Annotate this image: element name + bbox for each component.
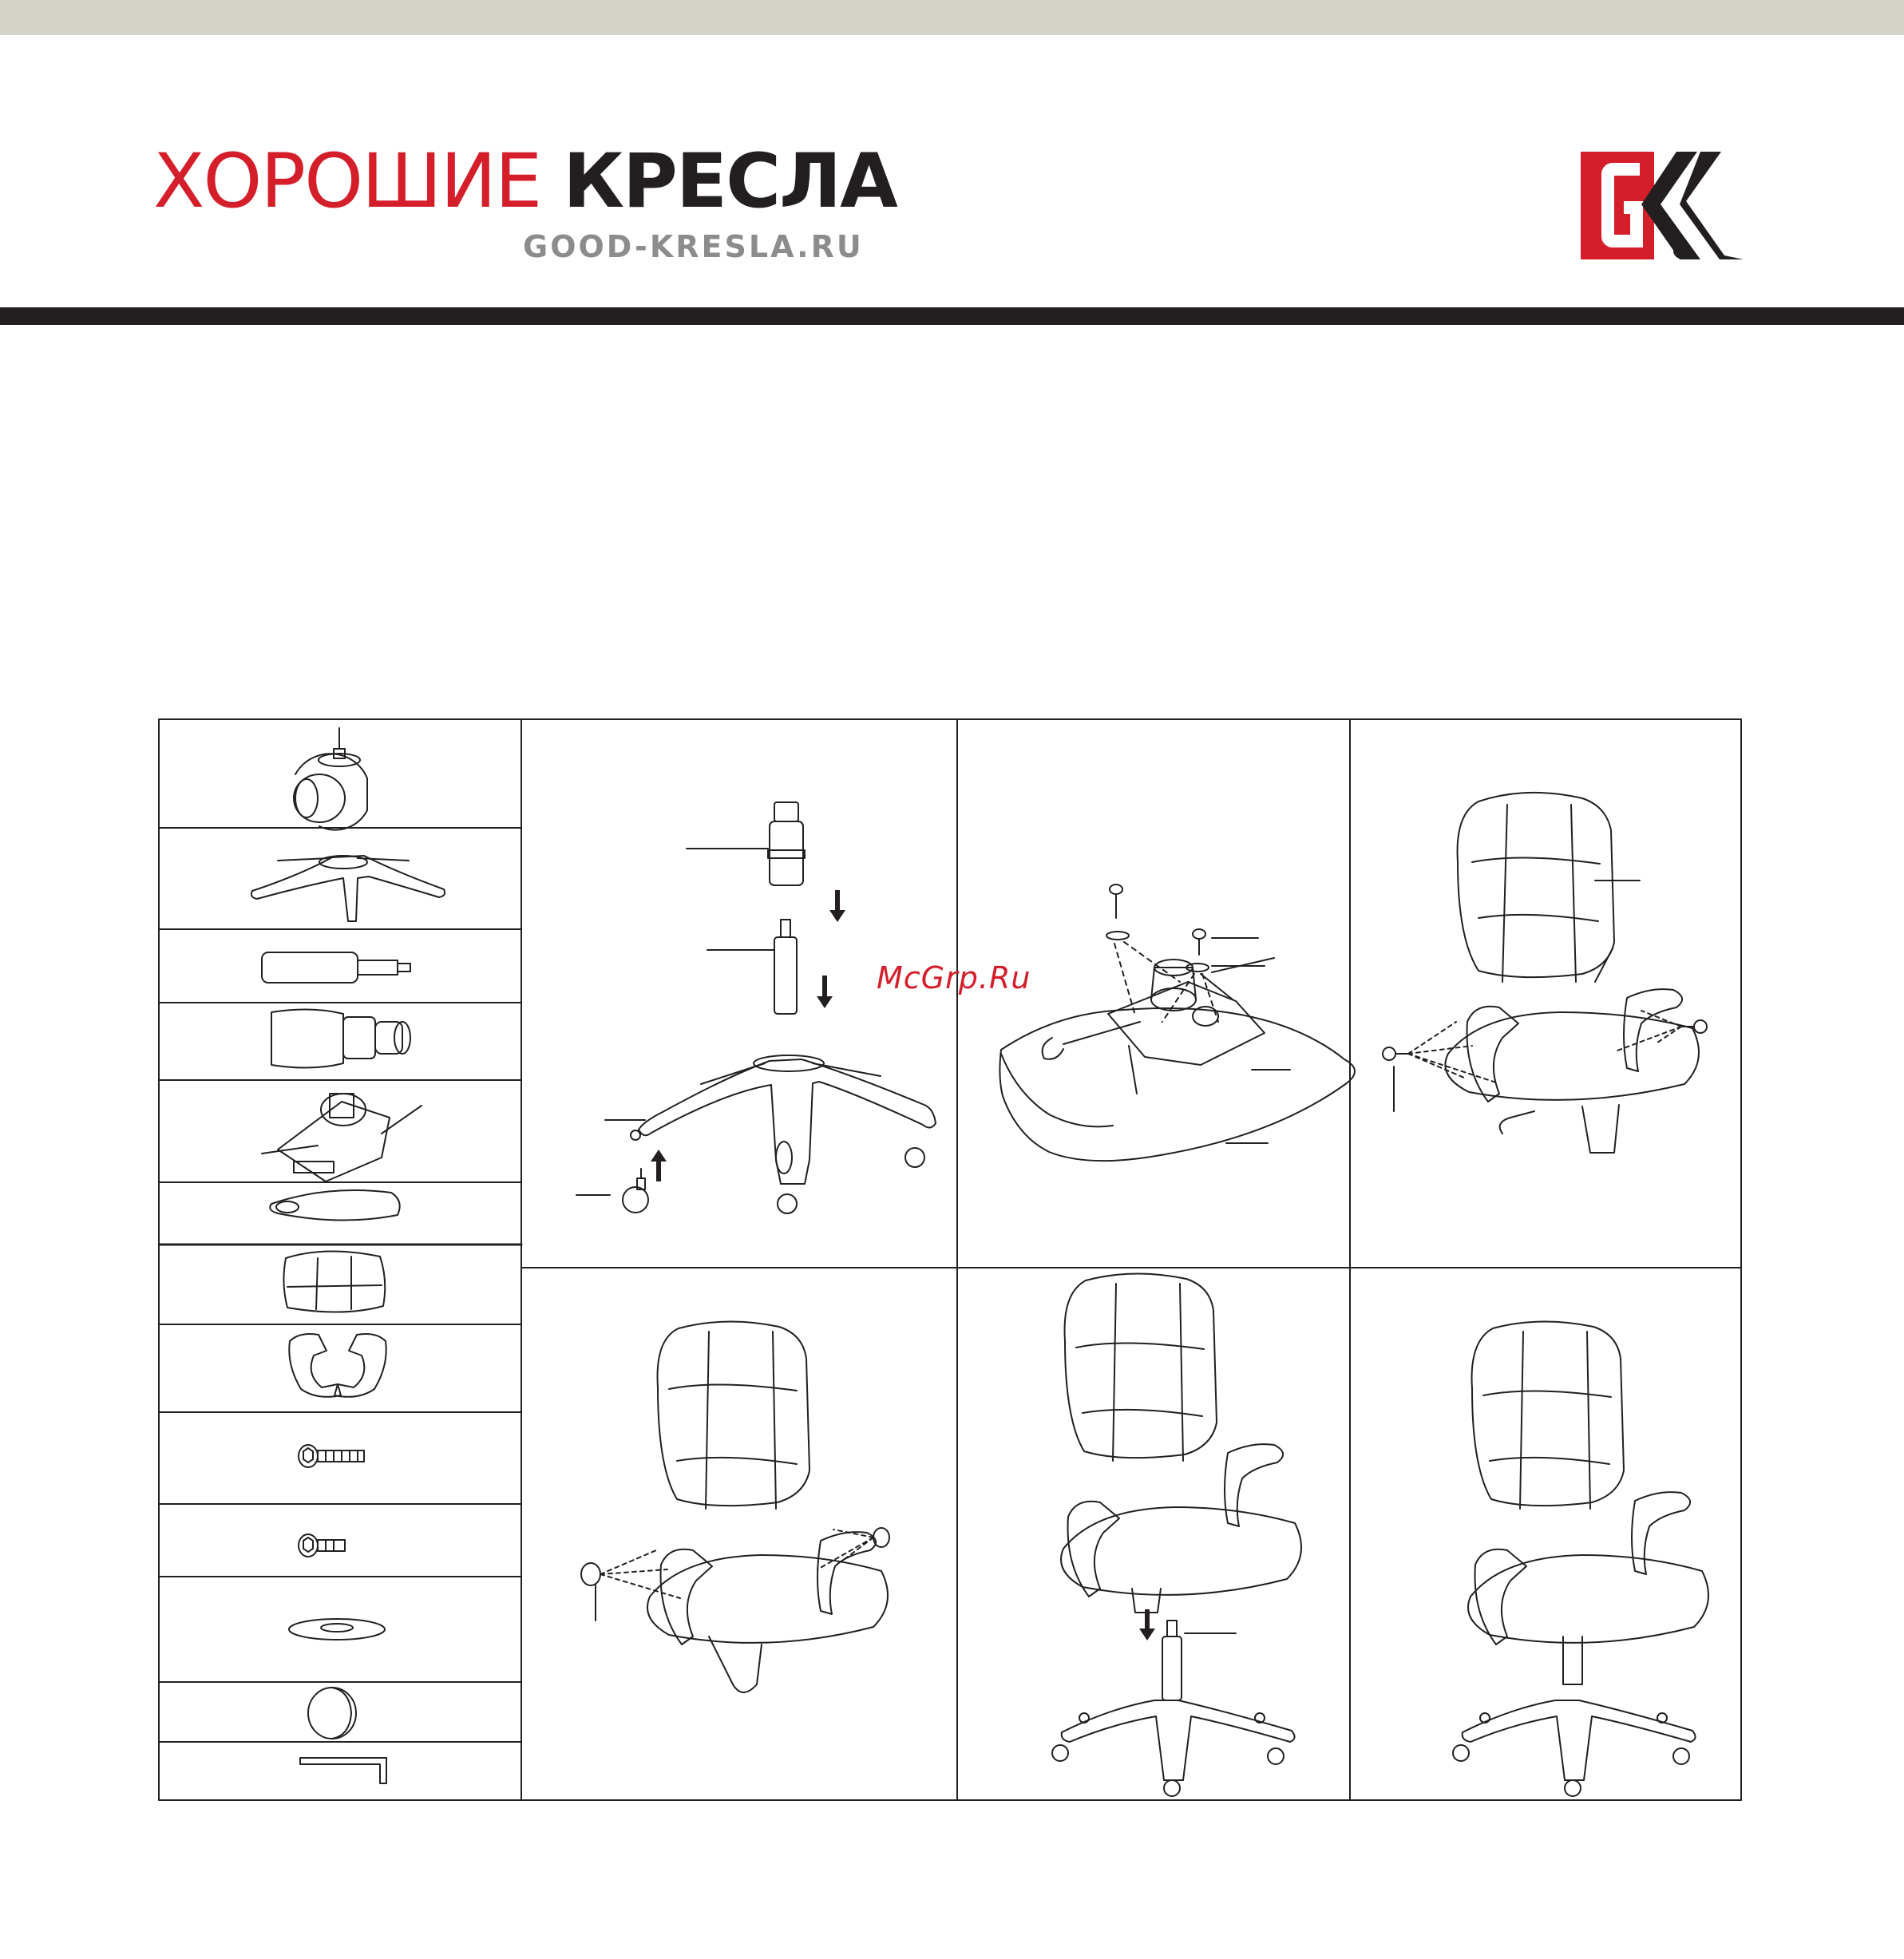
- site-url: GOOD-KRESLA.RU: [523, 229, 864, 264]
- step-base-assembly: [576, 802, 936, 1213]
- gas-lift-icon: [262, 952, 410, 983]
- hex-key-icon: [300, 1758, 386, 1783]
- cap-icon: [308, 1688, 356, 1739]
- assembly-grid: [158, 718, 1742, 1801]
- step-mechanism-to-seat: [1000, 885, 1355, 1161]
- long-bolt-icon: [299, 1445, 364, 1467]
- gk-logo: [1581, 152, 1744, 259]
- brand-word-2: КРЕСЛА: [563, 138, 897, 225]
- backrest-icon: [283, 1251, 385, 1312]
- brand-title: [153, 138, 897, 225]
- watermark: McGrp.Ru: [877, 960, 1031, 995]
- gas-lift-cover-icon: [271, 1009, 410, 1067]
- step-finished-chair: [1453, 1321, 1708, 1796]
- header-rule: [0, 307, 1904, 325]
- svg-text:R: R: [1677, 246, 1684, 257]
- top-strip: [0, 0, 1904, 35]
- washer-icon: [289, 1619, 385, 1640]
- step-attach-caps: [581, 1321, 889, 1692]
- tilt-mechanism-icon: [262, 1094, 422, 1181]
- brand-word-1: ХОРОШИЕ: [153, 138, 541, 225]
- seat-icon: [270, 1190, 399, 1220]
- armrests-icon: [289, 1334, 386, 1397]
- five-star-base-icon: [251, 856, 445, 921]
- caster-wheel-icon: [294, 728, 367, 830]
- step-attach-armrests: [1383, 793, 1707, 1153]
- step-seat-onto-gas-lift: [1052, 1273, 1301, 1796]
- short-bolt-icon: [299, 1534, 345, 1557]
